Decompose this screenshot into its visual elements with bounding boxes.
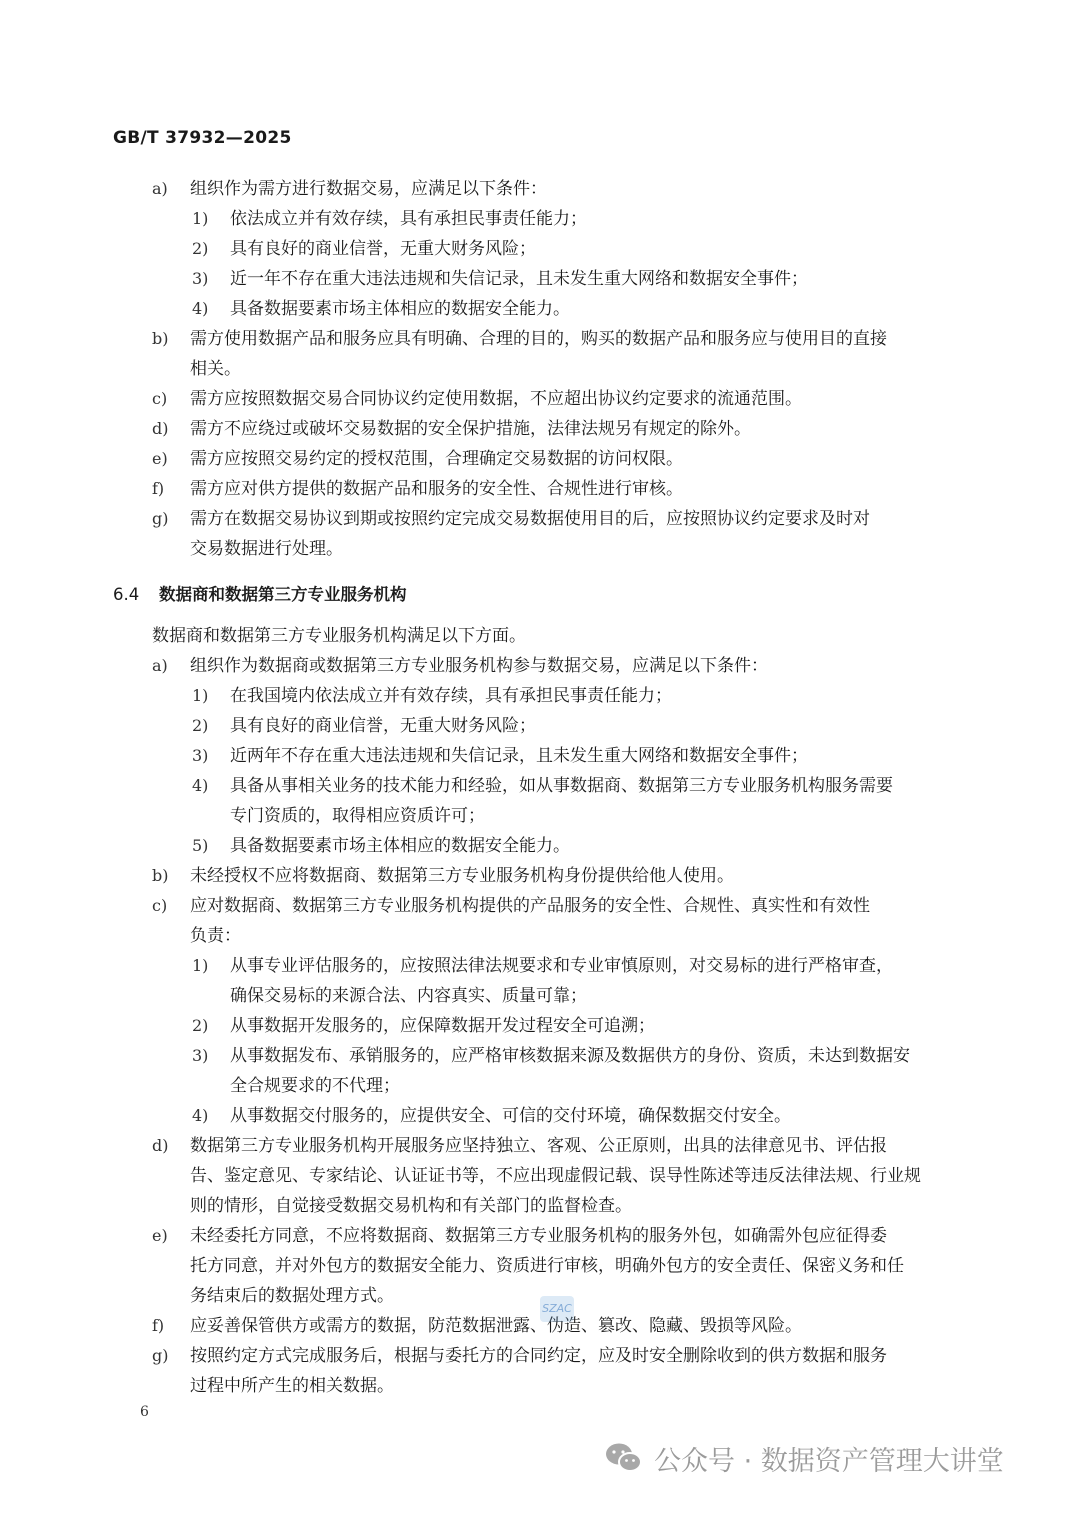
paragraph-line: 相关。 xyxy=(190,359,241,379)
page-number: 6 xyxy=(140,1404,149,1420)
list-marker: d) xyxy=(152,419,169,438)
paragraph-line: 在我国境内依法成立并有效存续，具有承担民事责任能力； xyxy=(230,686,672,706)
paragraph-line: 则的情形，自觉接受数据交易机构和有关部门的监督检查。 xyxy=(190,1196,632,1216)
paragraph-line: 从事数据交付服务的，应提供安全、可信的交付环境，确保数据交付安全。 xyxy=(230,1106,791,1126)
paragraph-line: 专门资质的，取得相应资质许可； xyxy=(230,806,485,826)
list-marker: e) xyxy=(152,1226,168,1245)
paragraph-line: 托方同意，并对外包方的数据安全能力、资质进行审核，明确外包方的安全责任、保密义务和任 xyxy=(190,1256,904,1276)
paragraph-line: 需方不应绕过或破坏交易数据的安全保护措施，法律法规另有规定的除外。 xyxy=(190,419,751,439)
paragraph-line: 负责： xyxy=(190,926,241,946)
list-marker: a) xyxy=(152,179,168,198)
watermark-seal: SZAC xyxy=(540,1296,574,1322)
list-marker: 4) xyxy=(192,299,209,318)
list-marker: c) xyxy=(152,896,168,915)
paragraph-line: 需方应按照交易约定的授权范围，合理确定交易数据的访问权限。 xyxy=(190,449,683,469)
list-marker: c) xyxy=(152,389,168,408)
list-marker: 3) xyxy=(192,269,209,288)
paragraph-line: 过程中所产生的相关数据。 xyxy=(190,1376,394,1396)
list-marker: 2) xyxy=(192,239,209,258)
paragraph-line: 确保交易标的来源合法、内容真实、质量可靠； xyxy=(230,986,587,1006)
paragraph-line: 具备数据要素市场主体相应的数据安全能力。 xyxy=(230,836,570,856)
paragraph-line: 按照约定方式完成服务后，根据与委托方的合同约定，应及时安全删除收到的供方数据和服务 xyxy=(190,1346,887,1366)
paragraph-line: 应对数据商、数据第三方专业服务机构提供的产品服务的安全性、合规性、真实性和有效性 xyxy=(190,896,870,916)
section-heading xyxy=(113,580,407,610)
footer-brand xyxy=(604,1438,1004,1478)
footer-brand-text: 公众号 · 数据资产管理大讲堂 xyxy=(654,1445,1004,1477)
paragraph-line: 数据第三方专业服务机构开展服务应坚持独立、客观、公正原则，出具的法律意见书、评估报 xyxy=(190,1136,887,1156)
list-marker: 3) xyxy=(192,746,209,765)
paragraph-line: 全合规要求的不代理； xyxy=(230,1076,400,1096)
paragraph-line: 告、鉴定意见、专家结论、认证证书等，不应出现虚假记载、误导性陈述等违反法律法规、行业规 xyxy=(190,1166,921,1186)
list-marker: d) xyxy=(152,1136,169,1155)
paragraph-line: 依法成立并有效存续，具有承担民事责任能力； xyxy=(230,209,587,229)
list-marker: 4) xyxy=(192,1106,209,1125)
list-marker: 1) xyxy=(192,209,209,228)
paragraph-line: 近两年不存在重大违法违规和失信记录，且未发生重大网络和数据安全事件； xyxy=(230,746,808,766)
paragraph-line: 从事数据开发服务的，应保障数据开发过程安全可追溯； xyxy=(230,1016,655,1036)
list-marker: g) xyxy=(152,1346,169,1365)
paragraph-line: 需方应对供方提供的数据产品和服务的安全性、合规性进行审核。 xyxy=(190,479,683,499)
paragraph-line: 应妥善保管供方或需方的数据，防范数据泄露、伪造、篡改、隐藏、毁损等风险。 xyxy=(190,1316,802,1336)
paragraph-line: 组织作为需方进行数据交易，应满足以下条件： xyxy=(190,179,547,199)
list-marker: a) xyxy=(152,656,168,675)
paragraph-line: 务结束后的数据处理方式。 xyxy=(190,1286,394,1306)
paragraph-line: 未经授权不应将数据商、数据第三方专业服务机构身份提供给他人使用。 xyxy=(190,866,734,886)
list-marker: 1) xyxy=(192,956,209,975)
section-number: 6.4 xyxy=(113,585,140,604)
paragraph-line: 数据商和数据第三方专业服务机构满足以下方面。 xyxy=(152,626,526,646)
paragraph-line: 具备从事相关业务的技术能力和经验，如从事数据商、数据第三方专业服务机构服务需要 xyxy=(230,776,893,796)
list-marker: e) xyxy=(152,449,168,468)
list-marker: 2) xyxy=(192,1016,209,1035)
paragraph-line: 近一年不存在重大违法违规和失信记录，且未发生重大网络和数据安全事件； xyxy=(230,269,808,289)
paragraph-line: 组织作为数据商或数据第三方专业服务机构参与数据交易，应满足以下条件： xyxy=(190,656,768,676)
list-marker: f) xyxy=(152,1316,165,1335)
standard-code: GB/T 37932—2025 xyxy=(113,128,292,148)
paragraph-line: 从事数据发布、承销服务的，应严格审核数据来源及数据供方的身份、资质，未达到数据安 xyxy=(230,1046,910,1066)
section-title: 数据商和数据第三方专业服务机构 xyxy=(159,585,407,604)
list-marker: b) xyxy=(152,866,169,885)
paragraph-line: 具有良好的商业信誉，无重大财务风险； xyxy=(230,239,536,259)
paragraph-line: 需方在数据交易协议到期或按照约定完成交易数据使用目的后，应按照协议约定要求及时对 xyxy=(190,509,870,529)
list-marker: 4) xyxy=(192,776,209,795)
list-marker: 1) xyxy=(192,686,209,705)
list-marker: f) xyxy=(152,479,165,498)
wechat-icon xyxy=(604,1441,644,1475)
list-marker: b) xyxy=(152,329,169,348)
list-marker: 3) xyxy=(192,1046,209,1065)
list-marker: 2) xyxy=(192,716,209,735)
list-marker: 5) xyxy=(192,836,209,855)
paragraph-line: 需方应按照数据交易合同协议约定使用数据，不应超出协议约定要求的流通范围。 xyxy=(190,389,802,409)
paragraph-line: 具有良好的商业信誉，无重大财务风险； xyxy=(230,716,536,736)
paragraph-line: 交易数据进行处理。 xyxy=(190,539,343,559)
paragraph-line: 具备数据要素市场主体相应的数据安全能力。 xyxy=(230,299,570,319)
paragraph-line: 从事专业评估服务的，应按照法律法规要求和专业审慎原则，对交易标的进行严格审查， xyxy=(230,956,893,976)
paragraph-line: 需方使用数据产品和服务应具有明确、合理的目的，购买的数据产品和服务应与使用目的直接 xyxy=(190,329,887,349)
paragraph-line: 未经委托方同意，不应将数据商、数据第三方专业服务机构的服务外包，如确需外包应征得委 xyxy=(190,1226,887,1246)
list-marker: g) xyxy=(152,509,169,528)
